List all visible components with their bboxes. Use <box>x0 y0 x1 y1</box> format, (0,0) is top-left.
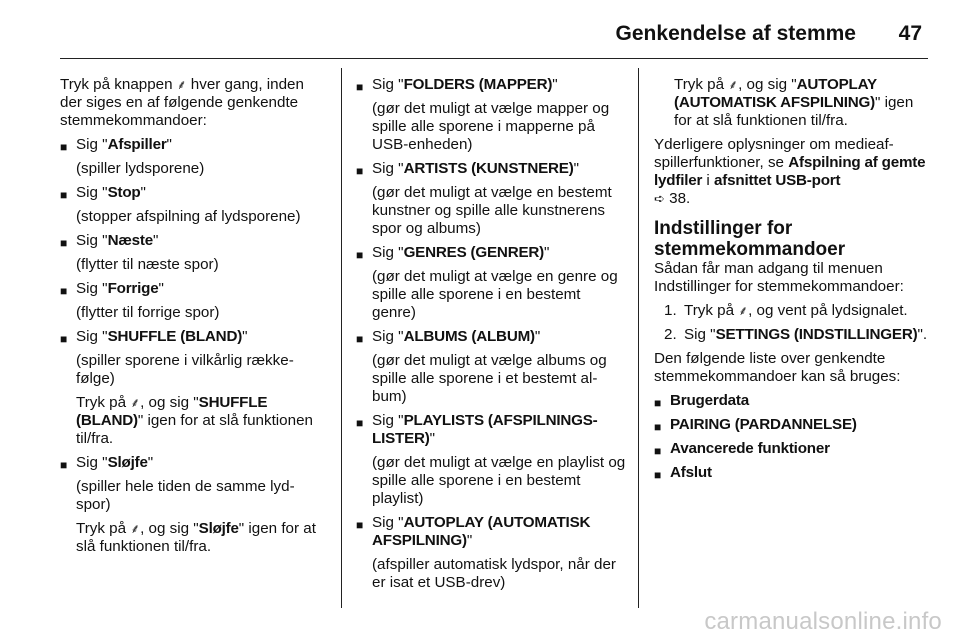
list-item: ■ Sig "SHUFFLE (BLAND)" <box>60 328 248 346</box>
item-description: (gør det muligt at vælge albums og spille alle sporene i et bestemt al-bum) <box>372 352 607 405</box>
access-text: Sådan får man adgang til menuen Indstillinger for stemmekommandoer: <box>654 260 904 295</box>
item-description: (gør det muligt at vælge en playlist og spille alle sporene i en bestemt playlist) <box>372 454 626 507</box>
bullet-icon: ■ <box>60 458 68 472</box>
shuffle-note: Tryk på ⸙, og sig "SHUFFLE (BLAND)" igen for at slå funktionen til/fra. <box>76 394 313 447</box>
voice-command-icon: ⸙ <box>130 395 141 410</box>
list-item: ■ Sig "ALBUMS (ALBUM)" <box>356 328 541 346</box>
item-description: (flytter til forrige spor) <box>76 304 220 321</box>
bullet-icon: ■ <box>60 140 68 154</box>
chapter-title: Genkendelse af stemme <box>615 22 856 45</box>
column-divider-1 <box>341 68 342 608</box>
list-item: ■ Sig "Stop" <box>60 184 146 202</box>
bullet-icon: ■ <box>654 396 662 410</box>
page-reference-arrow-icon: ➪ <box>654 191 665 206</box>
column-divider-2 <box>638 68 639 608</box>
list-item: ■ Avancerede funktioner <box>654 440 830 458</box>
bullet-icon: ■ <box>356 518 364 532</box>
page-ref[interactable]: 38. <box>669 190 691 207</box>
list-item: ■ Sig "Sløjfe" <box>60 454 154 472</box>
bullet-icon: ■ <box>356 332 364 346</box>
more-info: Yderligere oplysninger om medieaf-spillerfunktioner, se Afspilning af gemte lydfiler i afsnittet USB-port ➪ 38. <box>654 136 926 207</box>
bullet-icon: ■ <box>60 284 68 298</box>
step-item: 1. Tryk på ⸙, og vent på lydsignalet. <box>664 302 908 319</box>
bullet-icon: ■ <box>60 236 68 250</box>
voice-command-icon: ⸙ <box>728 77 739 92</box>
section-heading: Indstillinger for stemmekommandoer <box>654 218 846 260</box>
page-header <box>60 14 928 54</box>
bullet-icon: ■ <box>356 80 364 94</box>
list-item: ■ Sig "ARTISTS (KUNSTNERE)" <box>356 160 579 178</box>
loop-note: Tryk på ⸙, og sig "Sløjfe" igen for at slå funktionen til/fra. <box>76 520 316 555</box>
item-description: (spiller sporene i vilkårlig række-følge) <box>76 352 294 387</box>
intro-text: Tryk på knappen ⸙ hver gang, inden der siges en af følgende genkendte stemmekommandoer: <box>60 76 304 129</box>
bullet-icon: ■ <box>356 164 364 178</box>
item-description: (stopper afspilning af lydsporene) <box>76 208 301 225</box>
list-item: ■ Sig "FOLDERS (MAPPER)" <box>356 76 558 94</box>
item-description: (flytter til næste spor) <box>76 256 219 273</box>
item-description: (spiller hele tiden de samme lyd-spor) <box>76 478 295 513</box>
voice-command-icon: ⸙ <box>738 303 749 318</box>
list-item: ■ PAIRING (PARDANNELSE) <box>654 416 857 434</box>
list-item: ■ Sig "Afspiller" <box>60 136 172 154</box>
page-number: 47 <box>898 22 922 45</box>
step-item: 2. Sig "SETTINGS (INDSTILLINGER)". <box>664 326 928 343</box>
bullet-icon: ■ <box>356 416 364 430</box>
bullet-icon: ■ <box>60 332 68 346</box>
link-usb-port[interactable]: afsnittet USB-port <box>714 172 841 189</box>
list-item: ■ Sig "Forrige" <box>60 280 164 298</box>
column-2 <box>356 76 628 598</box>
list-item: ■ Sig "AUTOPLAY (AUTOMATISK AFSPILNING)" <box>356 514 591 549</box>
item-description: (gør det muligt at vælge mapper og spille alle sporene i mapperne på USB-enheden) <box>372 100 610 153</box>
autoplay-note: Tryk på ⸙, og sig "AUTOPLAY (AUTOMATISK AFSPILNING)" igen for at slå funktionen til/fra. <box>674 76 914 129</box>
item-description: (spiller lydsporene) <box>76 160 205 177</box>
bullet-icon: ■ <box>60 188 68 202</box>
watermark: carmanualsonline.info <box>704 608 942 635</box>
list-intro: Den følgende liste over genkendte stemmekommandoer kan så bruges: <box>654 350 901 385</box>
bullet-icon: ■ <box>654 420 662 434</box>
list-item: ■ Sig "GENRES (GENRER)" <box>356 244 550 262</box>
voice-command-icon: ⸙ <box>176 77 187 92</box>
list-item: ■ Afslut <box>654 464 712 482</box>
item-description: (afspiller automatisk lydspor, når der er isat et USB-drev) <box>372 556 616 591</box>
column-1 <box>60 76 328 562</box>
list-item: ■ Sig "PLAYLISTS (AFSPILNINGS-LISTER)" <box>356 412 598 447</box>
bullet-icon: ■ <box>654 468 662 482</box>
item-description: (gør det muligt at vælge en bestemt kunstner og spille alle kunstnerens spor og albums) <box>372 184 612 237</box>
list-item: ■ Sig "Næste" <box>60 232 159 250</box>
list-item: ■ Brugerdata <box>654 392 750 410</box>
item-description: (gør det muligt at vælge en genre og spille alle sporene i en bestemt genre) <box>372 268 618 321</box>
header-divider <box>60 58 928 59</box>
bullet-icon: ■ <box>356 248 364 262</box>
voice-command-icon: ⸙ <box>130 521 141 536</box>
link-stored-audio[interactable]: Afspilning af gemte lydfiler <box>654 154 926 189</box>
bullet-icon: ■ <box>654 444 662 458</box>
column-3 <box>654 76 934 488</box>
